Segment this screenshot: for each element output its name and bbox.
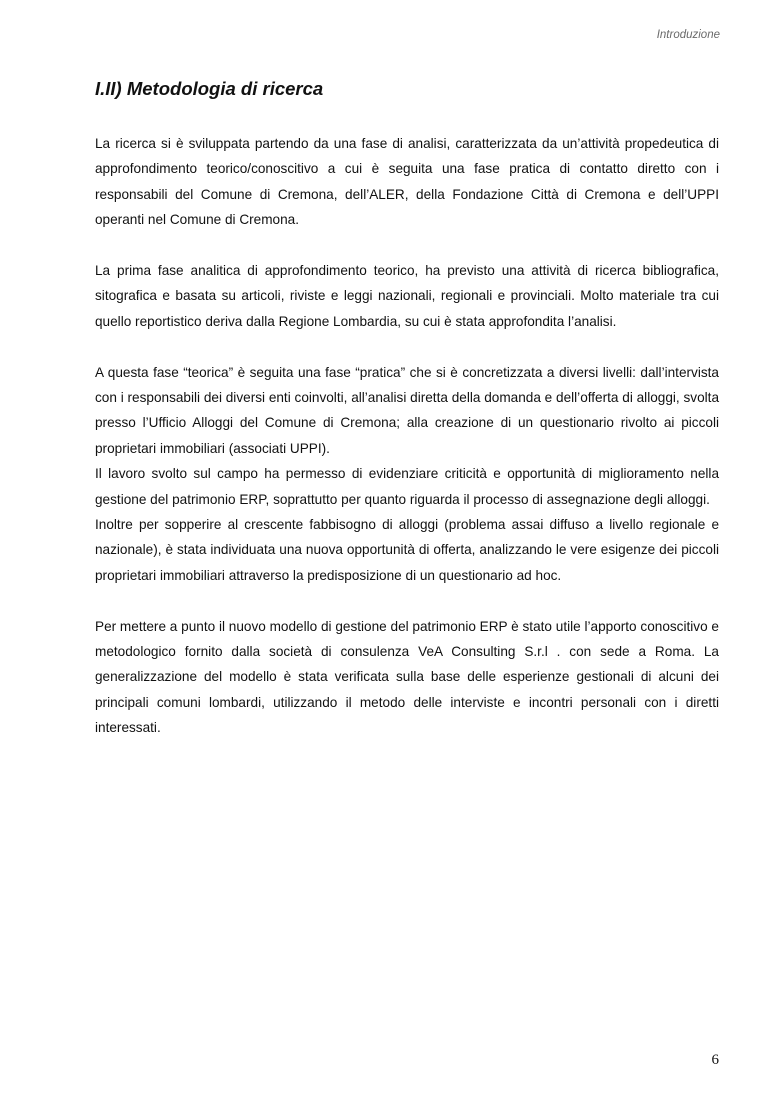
paragraph-model-validation: Per mettere a punto il nuovo modello di gestione del patrimonio ERP è stato utile l’apporto conoscitivo e metodologico fornito dalla società di consulenza VeA Consulting S.r.l . con sede a Roma. La generalizzazione del modello è stata verificata sulla base delle esperienze gestionali di alcuni dei principali comuni lombardi, utilizzando il metodo delle interviste e incontri personali con i diretti interessati. <box>95 618 719 736</box>
paragraph-field-work: Il lavoro svolto sul campo ha permesso di evidenziare criticità e opportunità di miglioramento nella gestione del patrimonio ERP, soprattutto per quanto riguarda il processo di assegnazione degli alloggi. <box>95 466 719 507</box>
paragraph-research-phases: La ricerca si è sviluppata partendo da una fase di analisi, caratterizzata da un’attività propedeutica di approfondimento teorico/conoscitivo a cui è seguita una fase pratica di contatto diretto con i responsabili del Comune di Cremona, dell’ALER, della Fondazione Città di Cremona e dell’UPPI operanti nel Comune di Cremona. <box>95 136 719 228</box>
paragraph-practical-phase: A questa fase “teorica” è seguita una fase “pratica” che si è concretizzata a diversi livelli: dall’intervista con i responsabili dei diversi enti coinvolti, all’analisi diretta della domanda e dell’offerta di alloggi, svolta presso l’Ufficio Alloggi del Comune di Cremona; alla creazione di un questionario rivolto ai piccoli proprietari immobiliari (associati UPPI). <box>95 364 719 456</box>
page-number: 6 <box>711 1052 719 1068</box>
paragraph-theoretical-phase: La prima fase analitica di approfondimento teorico, ha previsto una attività di ricerca bibliografica, sitografica e basata su articoli, riviste e leggi nazionali, regionali e provinciali. Molto materiale tra cui quello reportistico deriva dalla Regione Lombardia, su cui è stata approfondita l’analisi. <box>95 263 719 329</box>
section-title: I.II) Metodologia di ricerca <box>95 78 324 99</box>
paragraph-new-offer: Inoltre per sopperire al crescente fabbisogno di alloggi (problema assai diffuso a livello regionale e nazionale), è stata individuata una nuova opportunità di offerta, analizzando le vere esigenze dei piccoli proprietari immobiliari attraverso la predisposizione di un questionario ad hoc. <box>95 517 719 583</box>
body-text <box>95 131 719 741</box>
running-header: Introduzione <box>656 29 720 41</box>
